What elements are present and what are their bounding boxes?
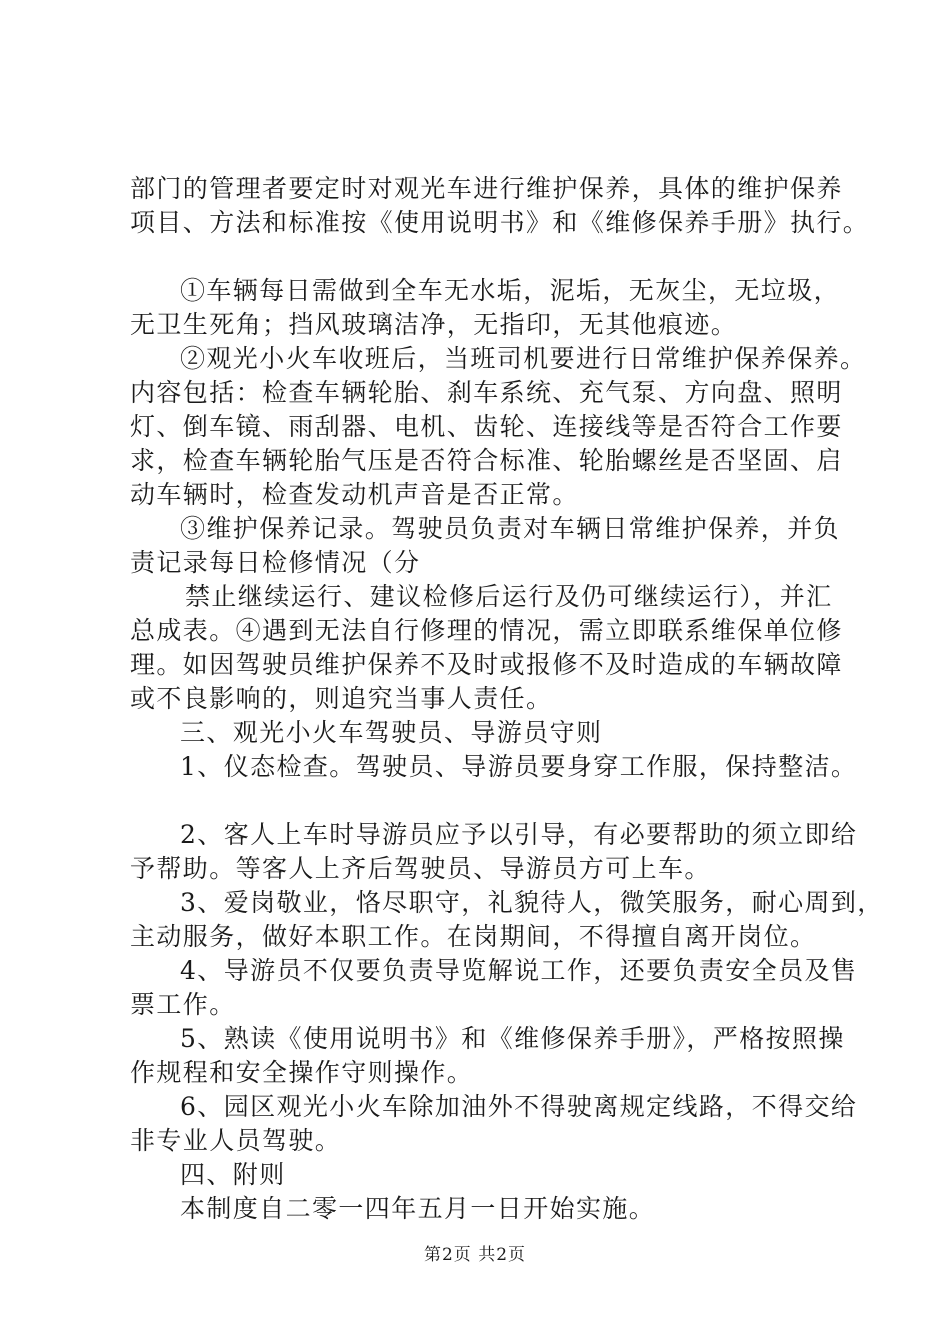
text-line: 无卫生死角；挡风玻璃洁净，无指印，无其他痕迹。 <box>130 310 738 339</box>
text-line: 主动服务，做好本职工作。在岗期间，不得擅自离开岗位。 <box>130 922 817 951</box>
text-line: 求，检查车辆轮胎气压是否符合标准、轮胎螺丝是否坚固、启 <box>130 446 843 475</box>
text-line: 2、客人上车时导游员应予以引导，有必要帮助的须立即给 <box>180 820 858 849</box>
text-line: ②观光小火车收班后，当班司机要进行日常维护保养保养。 <box>180 344 867 373</box>
text-line: 动车辆时，检查发动机声音是否正常。 <box>130 480 579 509</box>
text-line: 责记录每日检修情况（分 <box>130 548 421 577</box>
text-line: 6、园区观光小火车除加油外不得驶离规定线路，不得交给 <box>180 1092 858 1121</box>
text-line: 票工作。 <box>130 990 236 1019</box>
blank-line <box>130 240 852 274</box>
text-line: 内容包括：检查车辆轮胎、刹车系统、充气泵、方向盘、照明 <box>130 378 843 407</box>
text-line: 本制度自二零一四年五月一日开始实施。 <box>180 1194 656 1223</box>
text-line: ①车辆每日需做到全车无水垢，泥垢，无灰尘，无垃圾， <box>180 276 841 305</box>
text-line: 灯、倒车镜、雨刮器、电机、齿轮、连接线等是否符合工作要 <box>130 412 843 441</box>
text-line: 作规程和安全操作守则操作。 <box>130 1058 474 1087</box>
text-line: 项目、方法和标准按《使用说明书》和《维修保养手册》执行。 <box>130 208 870 237</box>
page-footer: 第2页 共2页 <box>423 1245 527 1265</box>
section-heading: 三、观光小火车驾驶员、导游员守则 <box>180 718 603 747</box>
text-line: 总成表。④遇到无法自行修理的情况，需立即联系维保单位修 <box>130 616 843 645</box>
text-line: 4、导游员不仅要负责导览解说工作，还要负责安全员及售 <box>180 956 858 985</box>
text-line: 5、熟读《使用说明书》和《维修保养手册》，严格按照操 <box>180 1024 845 1053</box>
text-line: 禁止继续运行、建议检修后运行及仍可继续运行），并汇 <box>185 582 833 611</box>
text-line: 或不良影响的，则追究当事人责任。 <box>130 684 553 713</box>
text-line: 3、爱岗敬业，恪尽职守，礼貌待人，微笑服务，耐心周到， <box>180 888 884 917</box>
document-body <box>130 172 884 1226</box>
blank-line <box>130 784 852 818</box>
text-line: 非专业人员驾驶。 <box>130 1126 342 1155</box>
text-line: 1、仪态检查。驾驶员、导游员要身穿工作服，保持整洁。 <box>180 752 858 781</box>
text-line: ③维护保养记录。驾驶员负责对车辆日常维护保养，并负 <box>180 514 841 543</box>
text-line: 部门的管理者要定时对观光车进行维护保养，具体的维护保养 <box>130 174 843 203</box>
text-line: 予帮助。等客人上齐后驾驶员、导游员方可上车。 <box>130 854 711 883</box>
section-heading: 四、附则 <box>180 1160 286 1189</box>
text-line: 理。如因驾驶员维护保养不及时或报修不及时造成的车辆故障 <box>130 650 843 679</box>
